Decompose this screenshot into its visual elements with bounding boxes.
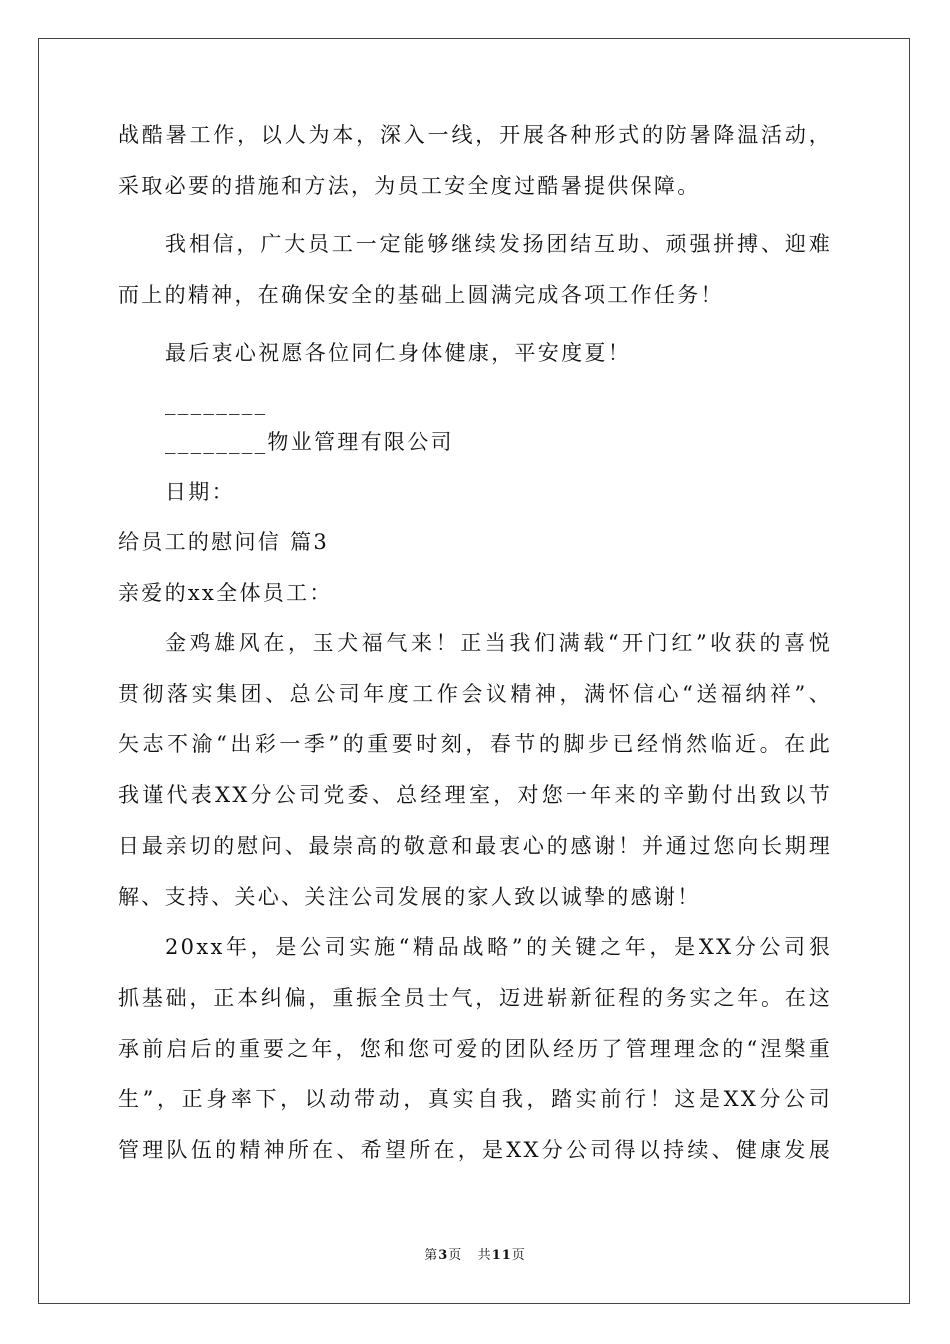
- text-line: 承前启后的重要之年，您和您可爱的团队经历了管理理念的“涅槃重: [118, 1037, 832, 1061]
- date-line: 日期：: [165, 480, 235, 504]
- text-line: 而上的精神，在确保安全的基础上圆满完成各项工作任务！: [118, 283, 724, 307]
- text-line: 采取必要的措施和方法，为员工安全度过酷暑提供保障。: [118, 174, 701, 198]
- text-line: 生”，正身率下，以动带动，真实自我，踏实前行！这是XX分公司: [118, 1087, 832, 1111]
- signature-blank: ________: [165, 391, 268, 415]
- text-line: 金鸡雄风在，玉犬福气来！正当我们满载“开门红”收获的喜悦: [165, 631, 832, 655]
- section-heading: 给员工的慰问信 篇3: [118, 530, 330, 554]
- page-footer: [0, 1244, 950, 1263]
- footer-total-unit: 页: [511, 1248, 526, 1263]
- page-number: 3: [438, 1248, 449, 1263]
- page-border: [38, 38, 910, 1304]
- text-line: 我相信，广大员工一定能够继续发扬团结互助、顽强拼搏、迎难: [165, 232, 832, 256]
- text-line: 管理队伍的精神所在、希望所在，是XX分公司得以持续、健康发展: [118, 1138, 832, 1162]
- salutation: 亲爱的xx全体员工：: [118, 581, 333, 605]
- text-line: 20xx年，是公司实施“精品战略”的关键之年，是XX分公司狠: [165, 935, 832, 959]
- footer-total-prefix: 共: [477, 1248, 492, 1263]
- text-line: 日最亲切的慰问、最崇高的敬意和最衷心的感谢！并通过您向长期理: [118, 834, 832, 858]
- text-line: 我谨代表XX分公司党委、总经理室，对您一年来的辛勤付出致以节: [118, 783, 832, 807]
- footer-prefix: 第: [424, 1248, 439, 1263]
- text-line: 贯彻落实集团、总公司年度工作会议精神，满怀信心“送福纳祥”、: [118, 682, 832, 706]
- company-signature: ________物业管理有限公司: [165, 430, 454, 454]
- text-line: 矢志不渝“出彩一季”的重要时刻，春节的脚步已经悄然临近。在此: [118, 732, 832, 756]
- text-line: 战酷暑工作，以人为本，深入一线，开展各种形式的防暑降温活动，: [118, 123, 832, 147]
- text-line: 最后衷心祝愿各位同仁身体健康，平安度夏！: [165, 341, 631, 365]
- footer-page-unit: 页: [448, 1248, 463, 1263]
- total-pages: 11: [491, 1248, 512, 1263]
- text-line: 解、支持、关心、关注公司发展的家人致以诚挚的感谢！: [118, 885, 701, 909]
- text-line: 抓基础，正本纠偏，重振全员士气，迈进崭新征程的务实之年。在这: [118, 986, 832, 1010]
